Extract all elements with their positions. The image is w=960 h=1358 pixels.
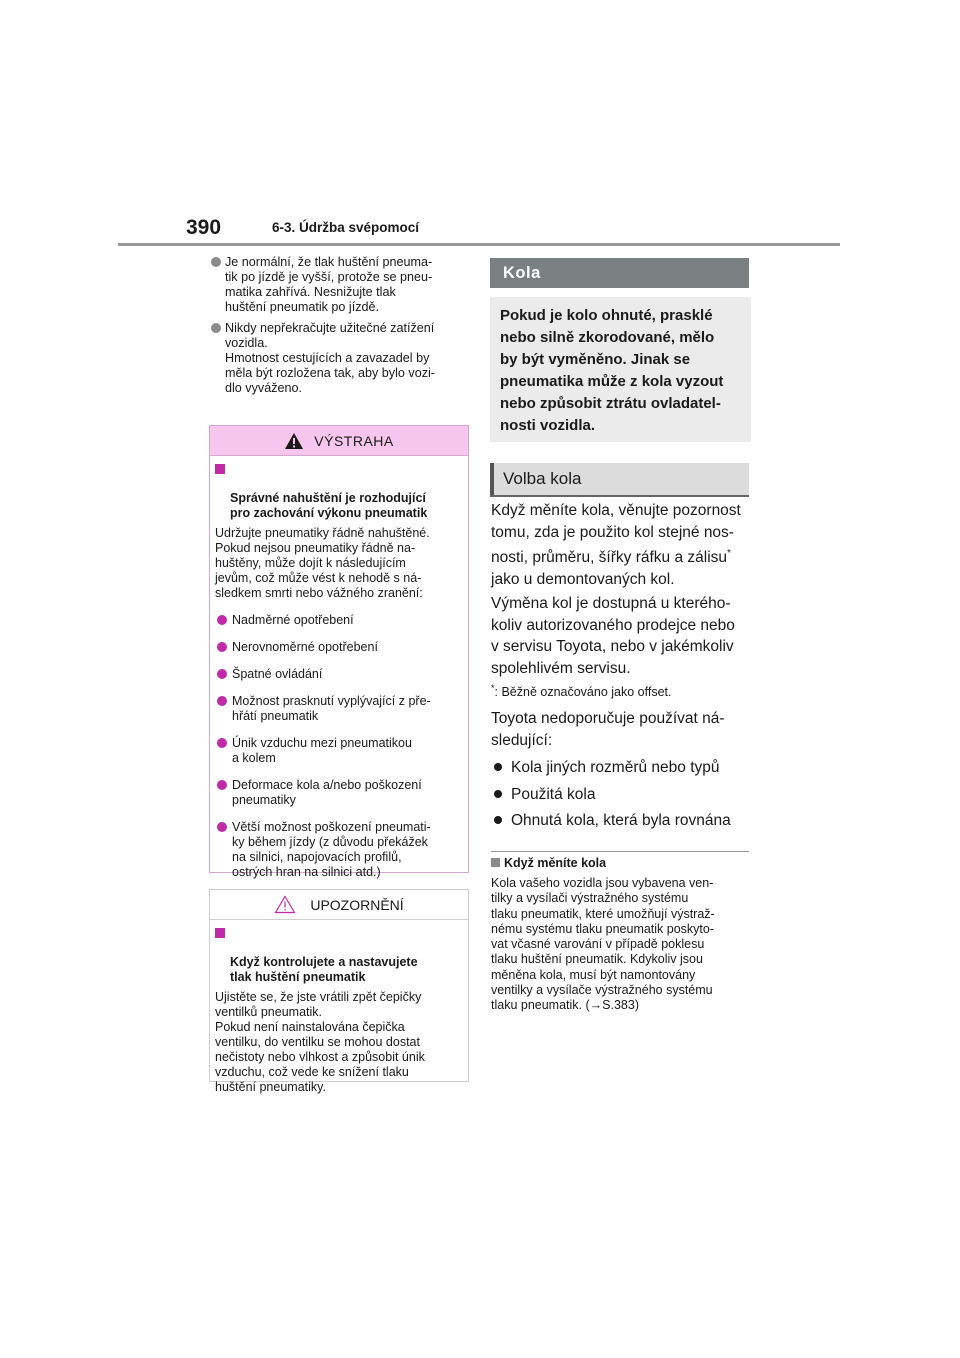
bullet-icon — [217, 822, 227, 832]
list-item — [215, 667, 463, 682]
bullet-icon — [217, 669, 227, 679]
list-item — [215, 778, 463, 808]
left-column — [211, 255, 469, 402]
warning-box — [209, 425, 469, 879]
list-item — [215, 820, 463, 880]
list-item-text: Větší možnost poškození pneumati- ky během jízdy (z důvodu překážek na silnici, napojovacích profilů, ostrých hran na silnici atd.) — [232, 820, 431, 879]
kola-summary-text: Pokud je kolo ohnuté, prasklé nebo silně zkorodované, mělo by být vyměněno. Jinak se pneumatika může z kola vyzout nebo způsobit ztrátu ovladatel- nosti vozidla. — [500, 307, 724, 434]
footnote-text: : Běžně označováno jako offset. — [494, 685, 672, 700]
caution-triangle-icon — [274, 895, 296, 914]
list-item — [491, 757, 753, 784]
list-item-text: Únik vzduchu mezi pneumatikou a kolem — [232, 736, 412, 765]
warning-text: Udržujte pneumatiky řádně nahuštěné. Pokud nejsou pneumatiky řádně na- huštěny, může dojít k následujícím jevům, což může vést k nehodě s ná- sledkem smrti nebo vážného zranění: — [215, 526, 430, 600]
bullet-text: Je normální, že tlak huštění pneuma- tik po jízdě je vyšší, protože se pneu- matika zahřívá. Nesnižujte tlak huštění pneumatik po jízdě. — [225, 255, 433, 314]
list-item — [211, 255, 469, 315]
list-item-text: Použitá kola — [511, 785, 596, 803]
bullet-icon — [217, 780, 227, 790]
header-rule — [118, 243, 840, 246]
section-accent — [490, 463, 494, 495]
paragraph — [491, 500, 753, 590]
notice-box — [209, 889, 469, 1094]
notice-text: Ujistěte se, že jste vrátili zpět čepičky ventilků pneumatik. Pokud není nainstalována čepička ventilku, do ventilku se mohou dostat nečistoty nebo vlhkost a způsobit únik vzduchu, což vede ke snížení tlaku huštění pneumatiky. — [215, 990, 425, 1094]
bullet-icon — [494, 790, 502, 798]
notice-heading-text: Když kontrolujete a nastavujete tlak huštění pneumatik — [230, 955, 418, 984]
paragraph: Toyota nedoporučuje používat ná- sledující: — [491, 710, 725, 749]
info-heading — [491, 856, 606, 870]
list-item-text: Nadměrné opotřebení — [232, 613, 354, 627]
kola-summary-box — [490, 297, 751, 442]
list-item — [215, 640, 463, 655]
bullet-text: Nikdy nepřekračujte užitečné zatížení vozidla. Hmotnost cestujících a zavazadel by měla být rozložena tak, aby bylo vozi- dlo vyváženo. — [225, 321, 435, 395]
bullet-icon — [211, 257, 221, 267]
list-item — [215, 694, 463, 724]
list-item-text: Ohnutá kola, která byla rovnána — [511, 812, 731, 829]
list-item — [491, 784, 753, 811]
bullet-icon — [211, 323, 221, 333]
notice-title: UPOZORNĚNÍ — [310, 896, 404, 913]
list-item — [215, 736, 463, 766]
bullet-icon — [217, 615, 227, 625]
warning-triangle-icon — [284, 432, 304, 450]
paragraph: Výměna kol je dostupná u kterého- koliv autorizovaného prodejce nebo v servisu Toyota, nebo v jakémkoliv spolehlivém servisu. — [491, 595, 735, 677]
bullet-icon — [217, 738, 227, 748]
divider — [491, 851, 749, 852]
list-item-text: Možnost prasknutí vyplývající z pře- hřátí pneumatik — [232, 694, 431, 723]
warning-title: VÝSTRAHA — [314, 432, 394, 449]
section-title: 6-3. Údržba svépomocí — [272, 220, 420, 235]
bullet-icon — [494, 816, 502, 824]
list — [491, 757, 753, 837]
bullet-icon — [217, 642, 227, 652]
section-title-volba: Volba kola — [503, 469, 582, 488]
warning-header — [210, 426, 468, 456]
footnote-marker: * — [491, 683, 495, 693]
list-item — [211, 321, 469, 396]
list-item-text: Deformace kola a/nebo poškození pneumatiky — [232, 778, 422, 807]
square-bullet-icon — [215, 928, 225, 938]
warning-heading — [215, 462, 463, 520]
list-item-text: Špatné ovládání — [232, 667, 323, 681]
list-item-text: Nerovnoměrné opotřebení — [232, 640, 378, 654]
paragraph-text: jako u demontovaných kol. — [491, 570, 675, 588]
section-header-kola — [490, 258, 749, 288]
footnote — [491, 683, 672, 699]
warning-heading-text: Správné nahuštění je rozhodující pro zachování výkonu pneumatik — [230, 491, 428, 520]
bullet-icon — [494, 763, 502, 771]
bullet-icon — [217, 696, 227, 706]
notice-heading — [215, 926, 463, 984]
paragraph-text: Když měníte kola, věnujte pozornost tomu, zda je použito kol stejné nos- nosti, průměru, šířky ráfku a zálisu — [491, 502, 741, 567]
section-header-volba — [490, 463, 749, 497]
section-title-kola: Kola — [503, 263, 541, 282]
list-item — [491, 810, 753, 837]
footnote-marker: * — [727, 548, 731, 559]
list-item-text: Kola jiných rozměrů nebo typů — [511, 759, 720, 776]
page-number: 390 — [186, 216, 222, 239]
notice-header — [210, 890, 468, 920]
list-item — [215, 613, 463, 628]
square-bullet-icon — [215, 464, 225, 474]
square-bullet-icon — [491, 858, 500, 867]
info-text: Kola vašeho vozidla jsou vybavena ven- tilky a vysílači výstražného systému tlaku pneumatik, které umožňují výstraž- nému systému tlaku pneumatik poskyto- vat včasné varování v případě poklesu tlaku huštění pneumatik. Kdykoliv jsou měněna kola, musí být namontovány ventilky a vysílače výstražného systému tlaku pneumatik. (→S.383) — [491, 876, 715, 1013]
info-heading-text: Když měníte kola — [504, 856, 607, 870]
